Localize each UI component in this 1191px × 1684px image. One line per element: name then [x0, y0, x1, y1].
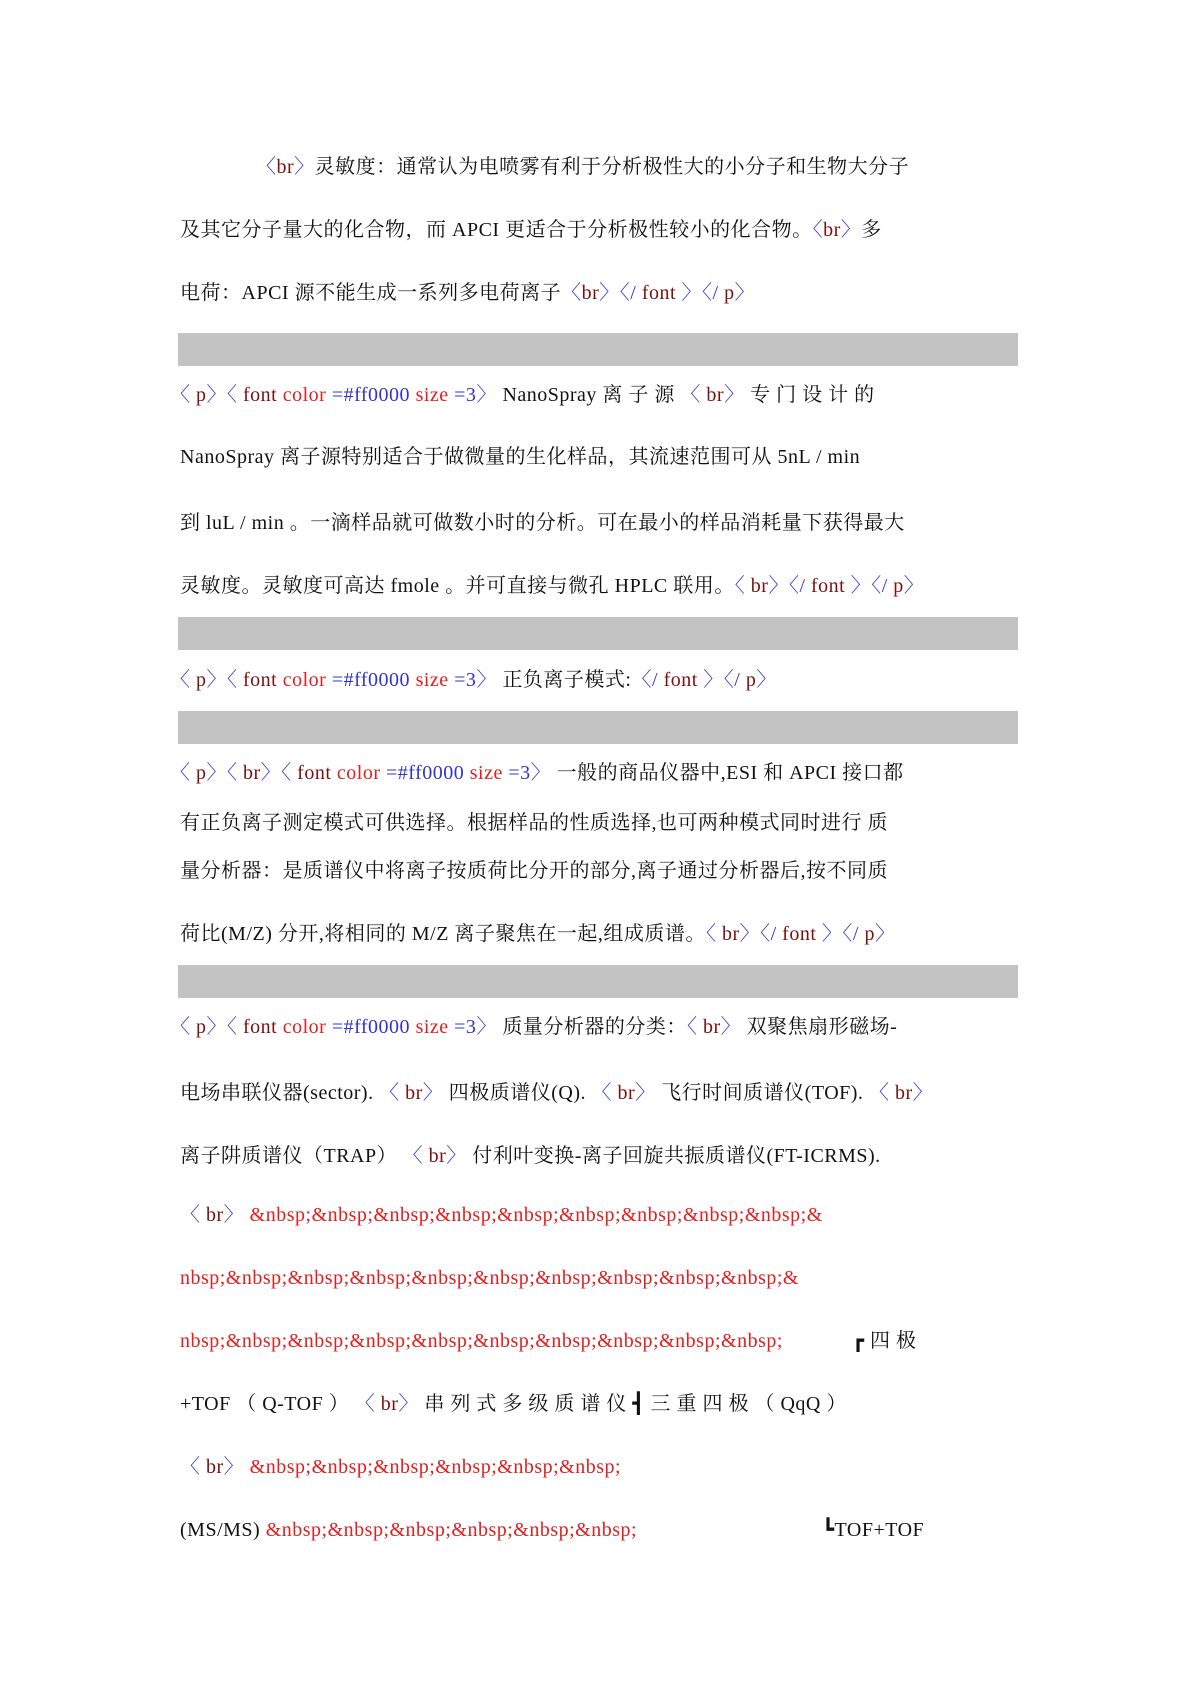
text-segment: NanoSpray 离子源特别适合于做微量的生化样品，其流速范围可从 5nL / min [180, 446, 861, 468]
text-segment: 多 [861, 219, 882, 241]
text-segment: p [858, 923, 875, 945]
text-line-10 [180, 808, 923, 838]
text-segment: p [190, 1016, 207, 1038]
text-segment: 〈 [170, 762, 191, 784]
text-segment: p [740, 669, 757, 691]
text-line-17 [180, 1263, 923, 1293]
text-segment: 正负离子模式: [496, 669, 632, 691]
text-segment: 及其它分子量大的化合物，而 APCI 更适合于分析极性较小的化合物。 [180, 219, 813, 241]
text-segment: 〉〈 [206, 384, 238, 406]
text-segment: =3 [448, 1016, 477, 1038]
text-segment: 一般的商品仪器中,ESI 和 APCI 接口都 [551, 762, 904, 784]
text-segment: font [237, 384, 283, 406]
text-line-7 [180, 571, 923, 601]
text-segment: 〉〈/ [768, 575, 806, 597]
text-segment: 〈 [180, 1204, 201, 1226]
text-segment: br [237, 762, 261, 784]
text-segment: br [889, 1082, 913, 1104]
text-segment: 〉〈/ [739, 923, 777, 945]
text-segment: br [700, 384, 725, 406]
text-segment: 〉 [720, 1016, 742, 1038]
text-line-6 [180, 508, 923, 538]
text-segment: 双聚焦扇形磁场- [741, 1016, 898, 1038]
text-segment: 〉〈/ [821, 923, 859, 945]
text-line-16 [180, 1200, 923, 1230]
text-segment: font [658, 669, 704, 691]
text-segment: 〈 [561, 282, 582, 304]
text-segment: br [399, 1082, 423, 1104]
text-segment: br [375, 1393, 399, 1415]
text-line-18-right [852, 1326, 1002, 1356]
text-line-2 [180, 215, 923, 245]
text-segment: p [887, 575, 904, 597]
text-segment: 串 列 式 多 级 质 谱 仪 ┫ 三 重 四 极 （ QqQ ） [418, 1393, 847, 1415]
text-line-15 [180, 1141, 923, 1171]
text-segment: &nbsp;&nbsp;&nbsp;&nbsp;&nbsp;&nbsp; [244, 1456, 622, 1478]
text-segment: color [282, 384, 327, 406]
text-segment: 〈 [256, 156, 277, 178]
text-segment: 量分析器：是质谱仪中将离子按质荷比分开的部分,离子通过分析器后,按不同质 [180, 860, 888, 882]
text-line-4 [170, 380, 913, 410]
text-segment: 〈 [591, 1082, 613, 1104]
text-segment: color [282, 1016, 327, 1038]
text-segment: br [697, 1016, 721, 1038]
text-segment: font [291, 762, 337, 784]
text-segment: br [612, 1082, 636, 1104]
text-segment: 灵敏度：通常认为电喷雾有利于分析极性大的小分子和生物大分子 [314, 156, 910, 178]
text-segment: 〈 [379, 1082, 400, 1104]
text-segment: 〈 [170, 669, 191, 691]
text-line-12 [180, 919, 923, 949]
text-segment: 〈 [868, 1082, 890, 1104]
text-line-5 [180, 442, 923, 472]
separator-bar-2 [178, 617, 1018, 650]
text-segment: (MS/MS) [180, 1519, 266, 1541]
text-segment: NanoSpray 离 子 源 [496, 384, 681, 406]
text-segment: 有正负离子测定模式可供选择。根据样品的性质选择,也可两种模式同时进行 质 [180, 812, 888, 834]
text-segment: 〈 [705, 923, 717, 945]
text-line-21-right [822, 1515, 1002, 1545]
text-line-9 [170, 758, 913, 788]
text-segment: 〉 [756, 669, 777, 691]
text-segment: 〉〈/ [599, 282, 637, 304]
text-segment: 〉 [422, 1082, 444, 1104]
text-segment: size [415, 669, 449, 691]
text-line-18-left [180, 1326, 923, 1356]
text-segment: 〉 [294, 156, 315, 178]
text-segment: 〉 [734, 282, 756, 304]
text-line-20 [180, 1452, 923, 1482]
text-segment: 专 门 设 计 的 [744, 384, 875, 406]
text-segment: 〉 [398, 1393, 419, 1415]
text-segment: =#ff0000 [380, 762, 470, 784]
separator-bar-4 [178, 965, 1018, 998]
text-segment: 〉 [912, 1082, 934, 1104]
text-segment: 〉 [903, 575, 925, 597]
text-segment: 〈 [170, 1016, 191, 1038]
text-segment: +TOF （ Q-TOF ） [180, 1393, 355, 1415]
text-line-19 [180, 1389, 923, 1419]
text-segment: =#ff0000 [326, 669, 416, 691]
text-segment: br [200, 1456, 224, 1478]
text-segment: 〉〈 [206, 1016, 238, 1038]
text-segment: 付利叶变换-离子回旋共振质谱仪(FT-ICRMS). [466, 1145, 881, 1167]
text-segment: 〈 [180, 1456, 201, 1478]
text-segment: 〉〈 [206, 669, 238, 691]
text-segment: 荷比(M/Z) 分开,将相同的 M/Z 离子聚焦在一起,组成质谱。 [180, 923, 706, 945]
text-segment: 〉 [874, 923, 896, 945]
text-segment: =3 [448, 669, 477, 691]
text-segment: &nbsp;&nbsp;&nbsp;&nbsp;&nbsp;&nbsp;&nbsp;&nbsp;&nbsp;& [244, 1204, 823, 1226]
text-segment: 〉〈/ [703, 669, 741, 691]
text-segment: 〉 [223, 1456, 245, 1478]
text-segment: nbsp;&nbsp;&nbsp;&nbsp;&nbsp;&nbsp;&nbsp;&nbsp;&nbsp;&nbsp;& [180, 1267, 799, 1289]
text-segment: =3 [448, 384, 477, 406]
separator-bar-3 [178, 711, 1018, 744]
text-segment: 飞行时间质谱仪(TOF). [655, 1082, 869, 1104]
text-segment: size [415, 1016, 449, 1038]
text-segment: 〉〈/ [850, 575, 888, 597]
text-segment: font [776, 923, 822, 945]
text-segment: 〈 [170, 384, 191, 406]
text-segment: 〉 [223, 1204, 245, 1226]
text-segment: p [718, 282, 735, 304]
text-segment: p [190, 384, 207, 406]
text-segment: 〉 [530, 762, 552, 784]
text-line-14 [180, 1078, 934, 1108]
text-segment: br [200, 1204, 224, 1226]
text-segment: 〉 [476, 669, 497, 691]
text-segment: 电场串联仪器(sector). [180, 1082, 380, 1104]
text-segment: 〉 [635, 1082, 656, 1104]
text-segment: 质量分析器的分类： [496, 1016, 687, 1038]
text-segment: 〉 [724, 384, 745, 406]
text-segment: =3 [502, 762, 531, 784]
text-segment: font [805, 575, 851, 597]
text-segment: br [823, 219, 841, 241]
text-segment: font [237, 1016, 283, 1038]
text-segment: color [282, 669, 327, 691]
text-segment: 〉〈 [260, 762, 292, 784]
text-segment: 〉〈/ [681, 282, 719, 304]
text-segment: 电荷：APCI 源不能生成一系列多电荷离子 [180, 282, 562, 304]
text-segment: br [423, 1145, 447, 1167]
text-segment: 到 luL / min 。一滴样品就可做数小时的分析。可在最小的样品消耗量下获得最大 [180, 512, 905, 534]
text-segment: 〉〈 [206, 762, 238, 784]
text-segment: 〈 [812, 219, 824, 241]
text-line-3 [180, 278, 923, 308]
text-segment: ┏ 四 极 [852, 1330, 917, 1352]
text-segment: br [276, 156, 295, 178]
text-segment: p [190, 762, 207, 784]
text-segment: br [716, 923, 740, 945]
text-segment: 四极质谱仪(Q). [443, 1082, 592, 1104]
text-segment: nbsp;&nbsp;&nbsp;&nbsp;&nbsp;&nbsp;&nbsp;&nbsp;&nbsp;&nbsp; [180, 1330, 783, 1352]
text-segment: 〈/ [631, 669, 659, 691]
text-segment: 〉 [840, 219, 862, 241]
text-segment: &nbsp;&nbsp;&nbsp;&nbsp;&nbsp;&nbsp; [265, 1519, 638, 1541]
text-segment: =#ff0000 [326, 384, 416, 406]
text-segment: 灵敏度。灵敏度可高达 fmole 。并可直接与微孔 HPLC 联用。 [180, 575, 735, 597]
text-segment: 〈 [734, 575, 746, 597]
text-line-8 [170, 665, 913, 695]
text-segment: 〉 [476, 384, 497, 406]
text-segment: ┗TOF+TOF [822, 1519, 925, 1541]
text-segment: br [745, 575, 769, 597]
separator-bar-1 [178, 333, 1018, 366]
text-segment: size [469, 762, 503, 784]
text-segment: 〉 [476, 1016, 497, 1038]
text-segment: 〈 [354, 1393, 376, 1415]
text-segment: color [336, 762, 381, 784]
text-segment: font [237, 669, 283, 691]
text-segment: 〈 [686, 1016, 698, 1038]
text-line-21-left [180, 1515, 923, 1545]
text-segment: 〈 [402, 1145, 424, 1167]
text-segment: 离子阱质谱仪（TRAP） [180, 1145, 403, 1167]
text-segment: 〉 [446, 1145, 467, 1167]
text-line-13 [170, 1012, 913, 1042]
text-line-1 [256, 152, 999, 182]
text-line-11 [180, 856, 923, 886]
text-segment: 〈 [680, 384, 701, 406]
text-segment: br [581, 282, 600, 304]
text-segment: font [636, 282, 682, 304]
text-segment: =#ff0000 [326, 1016, 416, 1038]
text-segment: p [190, 669, 207, 691]
text-segment: size [415, 384, 449, 406]
